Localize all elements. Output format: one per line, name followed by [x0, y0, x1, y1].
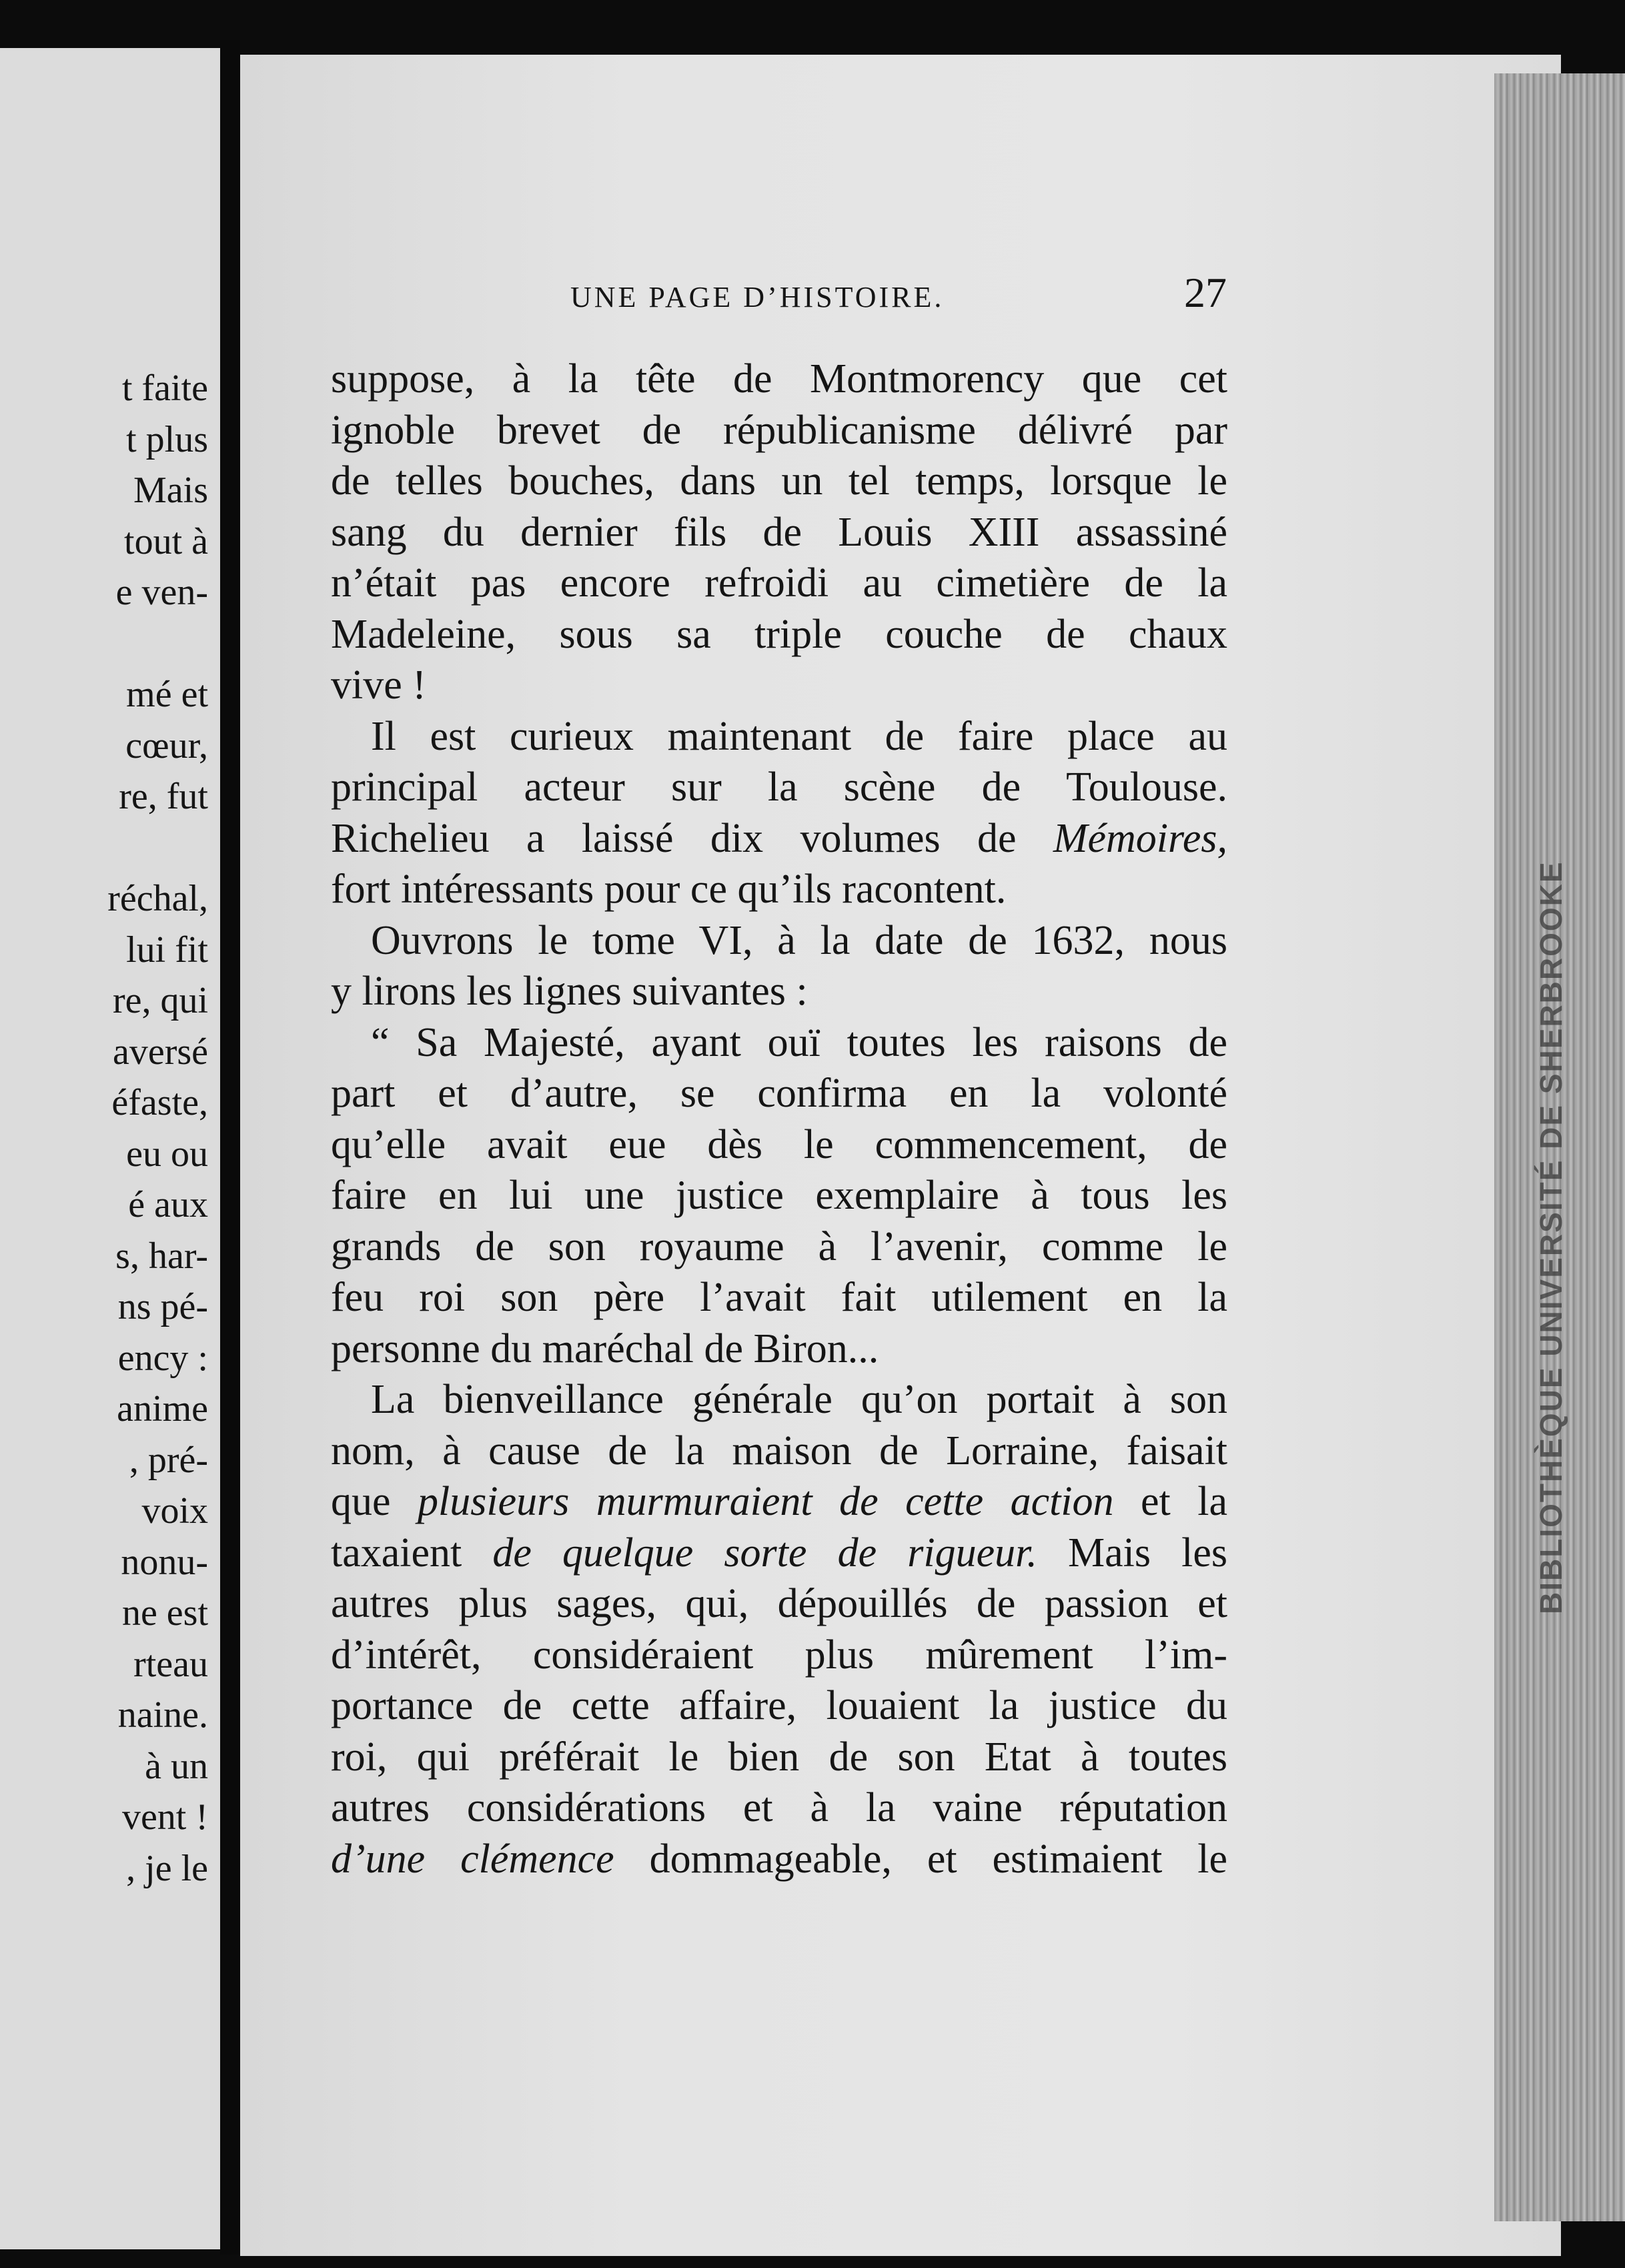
text-line: [331, 1017, 1227, 1069]
text-line: [331, 1426, 1227, 1477]
text-line: [331, 1630, 1227, 1681]
text-segment: La bienveillance générale qu’on portait à son: [371, 1377, 1227, 1422]
italic-text: de quelque sorte de rigueur.: [492, 1530, 1037, 1576]
facing-page-line: naine.: [117, 1694, 208, 1736]
facing-page-line: lui fit: [126, 929, 208, 971]
facing-page-line: ne est: [121, 1592, 208, 1634]
text-segment: principal acteur sur la scène de Toulouse.: [331, 764, 1227, 810]
facing-page-line: tout à: [124, 520, 208, 562]
facing-page-line: re, qui: [112, 980, 208, 1021]
book-gutter: [220, 40, 240, 2255]
text-line: [331, 1323, 1227, 1375]
text-segment: de telles bouches, dans un tel temps, lorsque le: [331, 458, 1227, 504]
facing-page-line: t plus: [126, 418, 208, 460]
library-stamp-text: BIBLIOTHÈQUE UNIVERSITÉ DE SHERBROOKE: [1534, 861, 1568, 1614]
text-segment: que: [331, 1479, 418, 1524]
text-line: [331, 1068, 1227, 1119]
text-line: [331, 1170, 1227, 1221]
text-line: [331, 1272, 1227, 1323]
text-segment: autres considérations et à la vaine réputation: [331, 1785, 1227, 1830]
text-segment: nom, à cause de la maison de Lorraine, faisait: [331, 1428, 1227, 1474]
text-segment: roi, qui préférait le bien de son Etat à toutes: [331, 1734, 1227, 1780]
facing-page-line: mé et: [126, 674, 208, 715]
facing-page-line: rteau: [133, 1643, 208, 1685]
body-text: [331, 354, 1227, 1884]
text-line: [331, 864, 1227, 915]
text-segment: n’était pas encore refroidi au cimetière de la: [331, 560, 1227, 606]
text-segment: Ouvrons le tome VI, à la date de 1632, nous: [371, 917, 1227, 963]
facing-page-line: Mais: [133, 470, 208, 511]
text-segment: suppose, à la tête de Montmorency que cet: [331, 356, 1227, 402]
library-stamp: [1528, 787, 1574, 1614]
facing-page-line: aversé: [112, 1031, 208, 1073]
text-line: [331, 1834, 1227, 1885]
facing-page-line: re, fut: [119, 776, 208, 817]
text-line: [331, 609, 1227, 660]
text-line: [331, 1528, 1227, 1579]
text-segment: Il est curieux maintenant de faire place au: [371, 713, 1227, 759]
facing-page-line: eu ou: [126, 1133, 208, 1175]
facing-page-line: réchal,: [107, 878, 208, 919]
text-line: [331, 762, 1227, 813]
facing-page-line: t faite: [121, 368, 208, 409]
facing-page-line: ency :: [117, 1337, 208, 1379]
text-segment: dommageable, et estimaient le: [614, 1836, 1227, 1882]
text-segment: “ Sa Majesté, ayant ouï toutes les raisons de: [371, 1019, 1227, 1065]
text-segment: faire en lui une justice exemplaire à tous les: [331, 1173, 1227, 1218]
text-segment: vive !: [331, 662, 426, 708]
text-segment: y lirons les lignes suivantes :: [331, 969, 808, 1014]
text-line: [331, 1732, 1227, 1783]
text-line: [331, 966, 1227, 1017]
italic-text: d’une clémence: [331, 1836, 614, 1882]
text-line: [331, 405, 1227, 456]
text-line: [331, 1119, 1227, 1171]
facing-page-line: e ven-: [115, 572, 208, 613]
text-segment: d’intérêt, considéraient plus mûrement l’im-: [331, 1632, 1227, 1678]
facing-page-line: voix: [141, 1490, 208, 1532]
text-line: [331, 507, 1227, 558]
facing-page-line: s, har-: [115, 1235, 208, 1277]
italic-text: plusieurs murmuraient de cette action: [418, 1479, 1114, 1524]
running-title: UNE PAGE D’HISTOIRE.: [570, 281, 945, 314]
text-line: [331, 354, 1227, 405]
text-segment: grands de son royaume à l’avenir, comme le: [331, 1223, 1227, 1269]
facing-page-line: é aux: [128, 1184, 208, 1225]
text-segment: autres plus sages, qui, dépouillés de passion et: [331, 1581, 1227, 1626]
facing-page-line: nonu-: [121, 1541, 208, 1583]
facing-page-line: vent !: [121, 1796, 208, 1838]
text-segment: personne du maréchal de Biron...: [331, 1325, 879, 1371]
text-line: [331, 1578, 1227, 1630]
facing-page-fragment: [0, 48, 220, 2249]
facing-page-line: , je le: [126, 1847, 208, 1889]
facing-page-line: à un: [145, 1745, 208, 1787]
text-line: [331, 1680, 1227, 1732]
text-line: [331, 1374, 1227, 1426]
text-line: [331, 1782, 1227, 1834]
text-segment: Richelieu a laissé dix volumes de: [331, 815, 1053, 861]
italic-text: Mémoires,: [1053, 815, 1227, 861]
text-line: [331, 558, 1227, 609]
text-segment: feu roi son père l’avait fait utilement en la: [331, 1275, 1227, 1320]
text-segment: ignoble brevet de républicanisme délivré par: [331, 407, 1227, 453]
text-segment: Madeleine, sous sa triple couche de chaux: [331, 611, 1227, 657]
text-line: [331, 456, 1227, 507]
text-segment: portance de cette affaire, louaient la justice du: [331, 1683, 1227, 1728]
text-segment: et la: [1113, 1479, 1227, 1524]
text-line: [331, 1476, 1227, 1528]
facing-page-line: ns pé-: [117, 1286, 208, 1327]
text-segment: fort intéressants pour ce qu’ils racontent.: [331, 867, 1007, 912]
text-line: [331, 915, 1227, 967]
text-segment: qu’elle avait eue dès le commencement, de: [331, 1121, 1227, 1167]
facing-page-line: éfaste,: [111, 1082, 208, 1123]
facing-page-line: anime: [117, 1388, 208, 1430]
facing-page-line: cœur,: [125, 724, 208, 766]
facing-page-line: , pré-: [129, 1439, 208, 1481]
text-segment: part et d’autre, se confirma en la volonté: [331, 1071, 1227, 1116]
text-line: [331, 711, 1227, 762]
text-segment: taxaient: [331, 1530, 493, 1576]
text-line: [331, 1221, 1227, 1273]
text-segment: sang du dernier fils de Louis XIII assassiné: [331, 509, 1227, 555]
page-number: 27: [1184, 269, 1227, 316]
text-line: [331, 660, 1227, 711]
text-line: [331, 813, 1227, 865]
text-segment: Mais les: [1037, 1530, 1228, 1576]
